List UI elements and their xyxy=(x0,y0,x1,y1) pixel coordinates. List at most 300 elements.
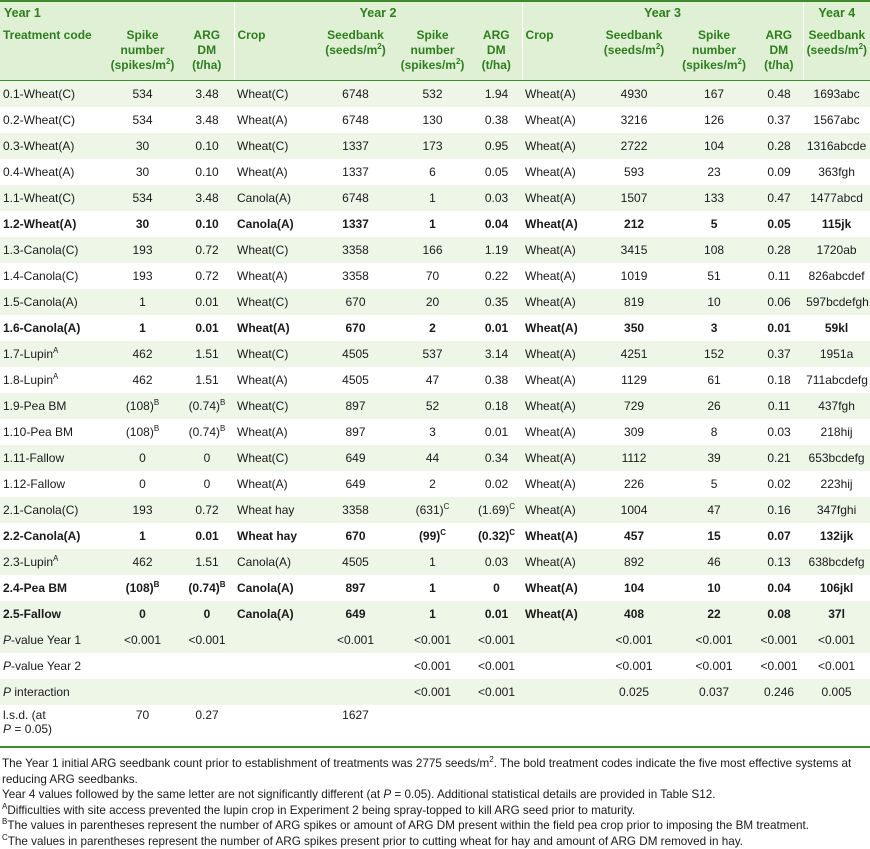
table-cell: 638bcdefg xyxy=(803,549,870,575)
table-cell: 47 xyxy=(673,497,755,523)
table-cell: 6748 xyxy=(317,185,394,211)
table-cell: 1 xyxy=(105,315,180,341)
col-treatment-code: Treatment code xyxy=(0,24,105,81)
table-cell: 0.72 xyxy=(180,497,234,523)
table-cell: 408 xyxy=(595,601,673,627)
table-cell: 0.21 xyxy=(755,445,803,471)
table-cell: 1951a xyxy=(803,341,870,367)
table-cell: 1337 xyxy=(317,133,394,159)
stat-cell: <0.001 xyxy=(471,627,522,653)
table-cell: Wheat(A) xyxy=(522,497,595,523)
stat-cell: <0.001 xyxy=(803,627,870,653)
table-cell: Canola(A) xyxy=(234,549,317,575)
table-cell: 46 xyxy=(673,549,755,575)
footnote-c: $^C$The values in parentheses represent the number of ARG spikes present prior to cutting wheat for hay and amount of ARG DM removed in hay. xyxy=(2,834,868,849)
table-cell: Wheat(A) xyxy=(522,601,595,627)
table-cell: 104 xyxy=(673,133,755,159)
table-cell: 0.08 xyxy=(755,601,803,627)
table-cell: 8 xyxy=(673,419,755,445)
table-cell: 47 xyxy=(394,367,471,393)
col-y4-seedbank: Seedbank $(seeds/m^2)$ xyxy=(803,24,870,81)
table-cell: 3415 xyxy=(595,237,673,263)
treatment-code-cell: 1.10-Pea BM xyxy=(0,419,105,445)
stats-body xyxy=(0,627,870,747)
table-cell: 30 xyxy=(105,159,180,185)
table-cell: $(631)^C$ xyxy=(394,497,471,523)
table-cell: 711abcdefg xyxy=(803,367,870,393)
stats-label: l.s.d. (at P = 0.05) xyxy=(0,705,105,747)
table-cell: 729 xyxy=(595,393,673,419)
stats-row-lsd xyxy=(0,705,870,747)
table-cell: 4930 xyxy=(595,81,673,108)
table-cell: 0 xyxy=(105,445,180,471)
table-cell: Wheat(A) xyxy=(234,159,317,185)
table-cell: 0 xyxy=(105,601,180,627)
table-cell: Wheat(A) xyxy=(522,523,595,549)
table-cell: 1.51 xyxy=(180,341,234,367)
table-row xyxy=(0,549,870,575)
table-cell: 1316abcde xyxy=(803,133,870,159)
table-row xyxy=(0,393,870,419)
table-cell: 108 xyxy=(673,237,755,263)
table-cell: Canola(A) xyxy=(234,211,317,237)
table-row xyxy=(0,419,870,445)
table-row xyxy=(0,575,870,601)
table-cell: 0.37 xyxy=(755,107,803,133)
table-cell: 130 xyxy=(394,107,471,133)
table-cell: 309 xyxy=(595,419,673,445)
table-cell: Wheat(A) xyxy=(522,471,595,497)
column-header-row xyxy=(0,24,870,81)
table-cell: Wheat(A) xyxy=(522,159,595,185)
table-cell: 0.11 xyxy=(755,263,803,289)
table-cell: 534 xyxy=(105,81,180,108)
table-cell: 166 xyxy=(394,237,471,263)
stat-cell: <0.001 xyxy=(755,653,803,679)
table-cell: 534 xyxy=(105,185,180,211)
table-cell: Wheat(A) xyxy=(522,393,595,419)
table-cell: 3.48 xyxy=(180,107,234,133)
table-body xyxy=(0,81,870,628)
table-cell: 897 xyxy=(317,419,394,445)
table-cell: 649 xyxy=(317,445,394,471)
stat-cell: <0.001 xyxy=(394,627,471,653)
table-cell: 6 xyxy=(394,159,471,185)
col-y1-spike: Spike number $(spikes/m^2)$ xyxy=(105,24,180,81)
treatment-code-cell: 0.1-Wheat(C) xyxy=(0,81,105,108)
table-cell: 223hij xyxy=(803,471,870,497)
table-cell: $(0.32)^C$ xyxy=(471,523,522,549)
table-cell: 0.03 xyxy=(755,419,803,445)
table-row xyxy=(0,471,870,497)
table-cell: 593 xyxy=(595,159,673,185)
table-cell: $(0.74)^B$ xyxy=(180,393,234,419)
table-cell: Wheat(A) xyxy=(522,419,595,445)
table-cell: 6748 xyxy=(317,107,394,133)
table-cell: 0.37 xyxy=(755,341,803,367)
table-cell: 3358 xyxy=(317,497,394,523)
table-cell: 23 xyxy=(673,159,755,185)
table-cell: Wheat(C) xyxy=(234,289,317,315)
table-cell: Wheat(A) xyxy=(522,549,595,575)
table-cell: $(99)^C$ xyxy=(394,523,471,549)
table-cell: $(0.74)^B$ xyxy=(180,575,234,601)
table-cell: Wheat(C) xyxy=(234,445,317,471)
table-row xyxy=(0,185,870,211)
table-cell: 106jkl xyxy=(803,575,870,601)
table-cell: 0 xyxy=(180,445,234,471)
table-footnotes xyxy=(0,748,870,849)
treatment-code-cell: 1.3-Canola(C) xyxy=(0,237,105,263)
treatment-code-cell: 0.3-Wheat(A) xyxy=(0,133,105,159)
col-y3-dm: ARG DM (t/ha) xyxy=(755,24,803,81)
table-cell: 0.01 xyxy=(471,315,522,341)
table-cell: 0 xyxy=(180,471,234,497)
table-cell: 0.07 xyxy=(755,523,803,549)
stats-row-pvalue-year2 xyxy=(0,653,870,679)
table-cell: $(0.74)^B$ xyxy=(180,419,234,445)
stat-cell: <0.001 xyxy=(595,627,673,653)
footnote-year4: Year 4 values followed by the same letter are not significantly different (at P = 0.05). Additional statistical details are provided in Table S12. xyxy=(2,787,868,803)
table-row xyxy=(0,237,870,263)
table-cell: Wheat(A) xyxy=(234,107,317,133)
table-cell: 1 xyxy=(394,549,471,575)
table-cell: Canola(A) xyxy=(234,575,317,601)
table-cell: 3358 xyxy=(317,263,394,289)
table-cell: 0.03 xyxy=(471,185,522,211)
table-cell: 1.51 xyxy=(180,549,234,575)
table-cell: 0.01 xyxy=(180,289,234,315)
table-cell: Wheat(A) xyxy=(522,445,595,471)
table-cell: 2 xyxy=(394,471,471,497)
table-cell: 534 xyxy=(105,107,180,133)
treatment-code-cell: 0.2-Wheat(C) xyxy=(0,107,105,133)
table-cell: 26 xyxy=(673,393,755,419)
table-cell: 22 xyxy=(673,601,755,627)
table-cell: 0.95 xyxy=(471,133,522,159)
treatment-code-cell: 2.2-Canola(A) xyxy=(0,523,105,549)
table-cell: Wheat(A) xyxy=(522,133,595,159)
table-cell: 0.34 xyxy=(471,445,522,471)
table-cell: 1337 xyxy=(317,211,394,237)
table-cell: 0.10 xyxy=(180,133,234,159)
stat-cell: 0.025 xyxy=(595,679,673,705)
table-cell: 437fgh xyxy=(803,393,870,419)
treatment-code-cell: 1.1-Wheat(C) xyxy=(0,185,105,211)
col-y2-dm: ARG DM (t/ha) xyxy=(471,24,522,81)
treatment-code-cell: 1.5-Canola(A) xyxy=(0,289,105,315)
treatment-code-cell: 1.6-Canola(A) xyxy=(0,315,105,341)
table-cell: 3.48 xyxy=(180,81,234,108)
table-cell: 0.28 xyxy=(755,237,803,263)
stat-cell: 0.246 xyxy=(755,679,803,705)
stat-cell: 0.005 xyxy=(803,679,870,705)
stats-label: P interaction xyxy=(0,679,105,705)
table-cell: 532 xyxy=(394,81,471,108)
treatment-code-cell: 1.12-Fallow xyxy=(0,471,105,497)
table-cell: 0.72 xyxy=(180,263,234,289)
table-row xyxy=(0,497,870,523)
stats-row-pvalue-year1 xyxy=(0,627,870,653)
table-cell: 537 xyxy=(394,341,471,367)
table-cell: 193 xyxy=(105,263,180,289)
table-cell: 0.18 xyxy=(755,367,803,393)
treatment-code-cell: 1.9-Pea BM xyxy=(0,393,105,419)
table-cell: 59kl xyxy=(803,315,870,341)
table-cell: 347fghi xyxy=(803,497,870,523)
stat-cell: 0.037 xyxy=(673,679,755,705)
table-cell: 457 xyxy=(595,523,673,549)
table-cell: 1.94 xyxy=(471,81,522,108)
table-cell: 4505 xyxy=(317,549,394,575)
table-cell: 0.05 xyxy=(755,211,803,237)
table-cell: 10 xyxy=(673,575,755,601)
table-cell: Wheat(C) xyxy=(234,341,317,367)
table-cell: 1112 xyxy=(595,445,673,471)
table-cell: Wheat(A) xyxy=(522,575,595,601)
col-y2-seedbank: Seedbank $(seeds/m^2)$ xyxy=(317,24,394,81)
table-cell: 15 xyxy=(673,523,755,549)
table-cell: 3358 xyxy=(317,237,394,263)
table-cell: 670 xyxy=(317,289,394,315)
table-cell: 1720ab xyxy=(803,237,870,263)
table-cell: 1337 xyxy=(317,159,394,185)
table-cell: $(1.69)^C$ xyxy=(471,497,522,523)
table-row xyxy=(0,445,870,471)
table-cell: Wheat(A) xyxy=(522,81,595,108)
treatment-code-cell: 0.4-Wheat(A) xyxy=(0,159,105,185)
table-cell: 0.47 xyxy=(755,185,803,211)
table-cell: 653bcdefg xyxy=(803,445,870,471)
table-cell: 649 xyxy=(317,471,394,497)
table-cell: Wheat(C) xyxy=(234,81,317,108)
stat-cell: <0.001 xyxy=(394,679,471,705)
table-cell: 1507 xyxy=(595,185,673,211)
table-cell: Wheat(A) xyxy=(234,315,317,341)
table-row xyxy=(0,289,870,315)
table-cell: 4505 xyxy=(317,367,394,393)
table-cell: Wheat(A) xyxy=(522,263,595,289)
table-cell: 597bcdefgh xyxy=(803,289,870,315)
table-cell: 1 xyxy=(105,523,180,549)
stat-cell: <0.001 xyxy=(755,627,803,653)
table-cell: 3216 xyxy=(595,107,673,133)
table-cell: Wheat(A) xyxy=(234,471,317,497)
table-cell: 892 xyxy=(595,549,673,575)
year1-header: Year 1 xyxy=(0,1,234,24)
table-cell: 0 xyxy=(105,471,180,497)
table-cell: 819 xyxy=(595,289,673,315)
year2-header: Year 2 xyxy=(234,1,522,24)
table-cell: 1019 xyxy=(595,263,673,289)
table-cell: 5 xyxy=(673,471,755,497)
stat-cell: 0.27 xyxy=(180,705,234,747)
stat-cell: <0.001 xyxy=(595,653,673,679)
table-cell: 670 xyxy=(317,523,394,549)
table-cell: 363fgh xyxy=(803,159,870,185)
table-cell: 826abcdef xyxy=(803,263,870,289)
stats-label: P-value Year 2 xyxy=(0,653,105,679)
footnote-a: $^A$Difficulties with site access prevented the lupin crop in Experiment 2 being spray-topped to kill ARG seed prior to maturity. xyxy=(2,803,868,819)
table-row xyxy=(0,159,870,185)
table-cell: 0.06 xyxy=(755,289,803,315)
table-cell: 70 xyxy=(394,263,471,289)
table-cell: 61 xyxy=(673,367,755,393)
stat-cell: <0.001 xyxy=(105,627,180,653)
table-cell: 897 xyxy=(317,575,394,601)
table-cell: 5 xyxy=(673,211,755,237)
year3-header: Year 3 xyxy=(522,1,803,24)
table-cell: 212 xyxy=(595,211,673,237)
treatment-code-cell: 2.5-Fallow xyxy=(0,601,105,627)
table-cell: 30 xyxy=(105,211,180,237)
table-cell: 2 xyxy=(394,315,471,341)
table-cell: 0.05 xyxy=(471,159,522,185)
table-cell: 0.28 xyxy=(755,133,803,159)
table-cell: 1693abc xyxy=(803,81,870,108)
col-y3-crop: Crop xyxy=(522,24,595,81)
table-cell: Canola(A) xyxy=(234,185,317,211)
table-cell: Wheat(A) xyxy=(234,263,317,289)
table-cell: 0.09 xyxy=(755,159,803,185)
table-cell: 0.01 xyxy=(180,523,234,549)
table-cell: Wheat(A) xyxy=(522,341,595,367)
table-cell: 0.02 xyxy=(471,471,522,497)
table-cell: 133 xyxy=(673,185,755,211)
table-cell: 0.11 xyxy=(755,393,803,419)
stat-cell: <0.001 xyxy=(394,653,471,679)
table-cell: 1004 xyxy=(595,497,673,523)
table-cell: Wheat(C) xyxy=(234,133,317,159)
stat-cell: <0.001 xyxy=(180,627,234,653)
table-cell: 0.03 xyxy=(471,549,522,575)
table-cell: 1 xyxy=(105,289,180,315)
table-cell: 0.01 xyxy=(755,315,803,341)
treatment-code-cell: 1.2-Wheat(A) xyxy=(0,211,105,237)
table-cell: 0.10 xyxy=(180,211,234,237)
table-cell: Wheat hay xyxy=(234,497,317,523)
table-cell: Wheat(C) xyxy=(234,393,317,419)
table-cell: Wheat(A) xyxy=(522,289,595,315)
table-cell: 6748 xyxy=(317,81,394,108)
table-cell: 3.48 xyxy=(180,185,234,211)
table-cell: 3 xyxy=(673,315,755,341)
table-cell: 0.16 xyxy=(755,497,803,523)
col-y2-crop: Crop xyxy=(234,24,317,81)
table-row xyxy=(0,341,870,367)
stat-cell: <0.001 xyxy=(673,627,755,653)
table-cell: 1 xyxy=(394,575,471,601)
table-cell: 37l xyxy=(803,601,870,627)
table-cell: 0.01 xyxy=(180,315,234,341)
table-cell: 0 xyxy=(471,575,522,601)
table-cell: Wheat(A) xyxy=(522,107,595,133)
treatment-code-cell: 1.8-Lupin$^A$ xyxy=(0,367,105,393)
table-cell: 44 xyxy=(394,445,471,471)
col-y2-spike: Spike number $(spikes/m^2)$ xyxy=(394,24,471,81)
treatment-code-cell: 1.7-Lupin$^A$ xyxy=(0,341,105,367)
table-cell: 39 xyxy=(673,445,755,471)
table-cell: 0.04 xyxy=(471,211,522,237)
table-cell: 1.51 xyxy=(180,367,234,393)
table-cell: 1 xyxy=(394,601,471,627)
treatment-code-cell: 2.1-Canola(C) xyxy=(0,497,105,523)
table-row xyxy=(0,107,870,133)
table-cell: 462 xyxy=(105,549,180,575)
table-cell: 0.22 xyxy=(471,263,522,289)
table-cell: 2722 xyxy=(595,133,673,159)
table-cell: 10 xyxy=(673,289,755,315)
stats-label: P-value Year 1 xyxy=(0,627,105,653)
table-cell: 897 xyxy=(317,393,394,419)
table-cell: 4251 xyxy=(595,341,673,367)
col-y3-seedbank: Seedbank $(seeds/m^2)$ xyxy=(595,24,673,81)
table-cell: 104 xyxy=(595,575,673,601)
table-cell: 20 xyxy=(394,289,471,315)
treatment-code-cell: 2.3-Lupin$^A$ xyxy=(0,549,105,575)
col-y3-spike: Spike number $(spikes/m^2)$ xyxy=(673,24,755,81)
table-cell: 30 xyxy=(105,133,180,159)
stat-cell: <0.001 xyxy=(803,653,870,679)
table-cell: 173 xyxy=(394,133,471,159)
table-cell: $(108)^B$ xyxy=(105,393,180,419)
table-cell: 0 xyxy=(180,601,234,627)
table-cell: Wheat hay xyxy=(234,523,317,549)
table-cell: Wheat(A) xyxy=(522,367,595,393)
table-cell: 132ijk xyxy=(803,523,870,549)
table-cell: Wheat(A) xyxy=(522,315,595,341)
table-cell: 670 xyxy=(317,315,394,341)
table-row xyxy=(0,523,870,549)
table-cell: Wheat(A) xyxy=(522,237,595,263)
table-cell: Wheat(A) xyxy=(522,185,595,211)
stat-cell: 70 xyxy=(105,705,180,747)
table-cell: 0.35 xyxy=(471,289,522,315)
table-cell: 0.04 xyxy=(755,575,803,601)
stats-row-p-interaction xyxy=(0,679,870,705)
table-cell: 649 xyxy=(317,601,394,627)
table-row xyxy=(0,81,870,108)
year-header-row xyxy=(0,1,870,24)
stat-cell: <0.001 xyxy=(673,653,755,679)
table-cell: $(108)^B$ xyxy=(105,575,180,601)
year4-header: Year 4 xyxy=(803,1,870,24)
table-cell: Wheat(A) xyxy=(234,419,317,445)
table-cell: 0.13 xyxy=(755,549,803,575)
table-cell: 3.14 xyxy=(471,341,522,367)
table-cell: 52 xyxy=(394,393,471,419)
footnote-b: $^B$The values in parentheses represent the number of ARG spikes or amount of ARG DM present within the field pea crop prior to imposing the BM treatment. xyxy=(2,818,868,834)
table-cell: 193 xyxy=(105,497,180,523)
table-cell: 0.38 xyxy=(471,367,522,393)
treatment-code-cell: 2.4-Pea BM xyxy=(0,575,105,601)
table-cell: Canola(A) xyxy=(234,601,317,627)
table-cell: 1 xyxy=(394,185,471,211)
table-row xyxy=(0,601,870,627)
table-row xyxy=(0,133,870,159)
table-cell: 1.19 xyxy=(471,237,522,263)
table-cell: 0.72 xyxy=(180,237,234,263)
table-cell: Wheat(C) xyxy=(234,237,317,263)
table-cell: 152 xyxy=(673,341,755,367)
table-cell: 167 xyxy=(673,81,755,108)
footnote-seedbank: The Year 1 initial ARG seedbank count prior to establishment of treatments was 2775 seeds/$m^2$. The bold treatment codes indicate the five most effective systems at reducing ARG seedbanks. xyxy=(2,756,868,787)
treatment-code-cell: 1.4-Canola(C) xyxy=(0,263,105,289)
table-cell: 0.01 xyxy=(471,419,522,445)
table-cell: 115jk xyxy=(803,211,870,237)
table-row xyxy=(0,211,870,237)
table-cell: 0.10 xyxy=(180,159,234,185)
